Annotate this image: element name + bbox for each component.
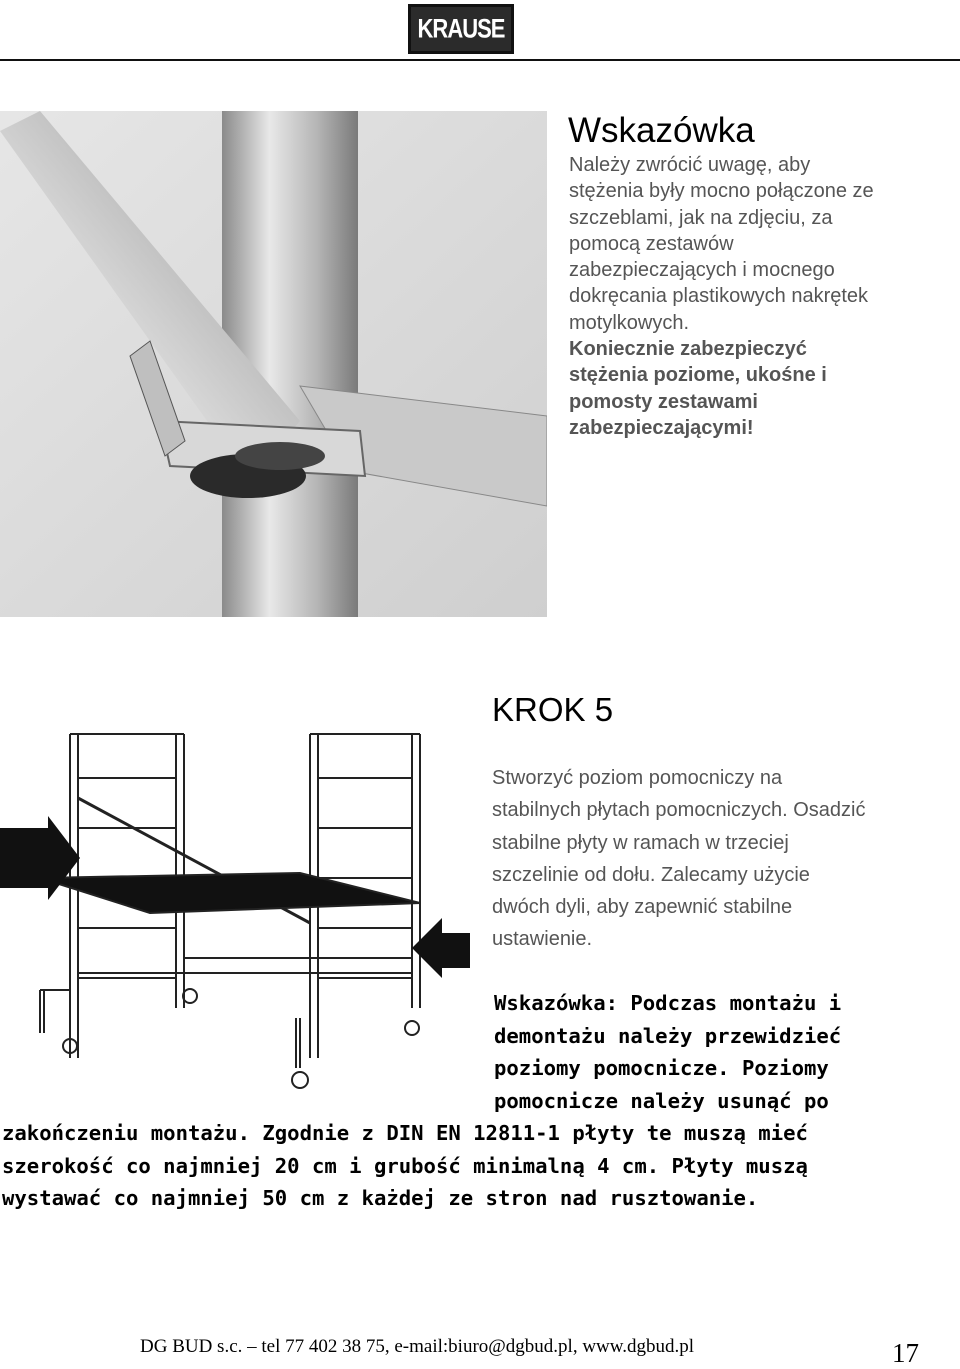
step-body [492, 762, 912, 956]
step-line: szczelinie od dołu. Zalecamy użycie [492, 863, 810, 886]
note-line: Wskazówka: Podczas montażu i [494, 991, 842, 1015]
caster-wheel [405, 1021, 419, 1035]
page-number: 17 [892, 1338, 919, 1368]
step-title: KROK 5 [492, 691, 614, 728]
caster-wheel [183, 989, 197, 1003]
header-divider [0, 59, 960, 61]
step-line: stabilnych płytach pomocniczych. Osadzić [492, 799, 866, 822]
hint-body [569, 152, 949, 441]
step-line: Stworzyć poziom pomocniczy na [492, 767, 783, 789]
hint-line: szczeblami, jak na zdjęciu, za [569, 206, 833, 229]
hint-line: zabezpieczających i mocnego [569, 259, 835, 282]
krause-logo [408, 4, 514, 54]
hint-warning-line: pomosty zestawami [569, 390, 758, 413]
note-line: szerokość co najmniej 20 cm i grubość minimalną 4 cm. Płyty muszą [2, 1153, 808, 1178]
caster-wheel [292, 1072, 308, 1088]
step-line: stabilne płyty w ramach w trzeciej [492, 831, 789, 854]
note-line: pomocnicze należy usunąć po [494, 1088, 829, 1113]
hint-warning-line: zabezpieczającymi! [569, 416, 754, 439]
footer-contact: DG BUD s.c. – tel 77 402 38 75, e-mail:biuro@dgbud.pl, www.dgbud.pl [140, 1336, 695, 1357]
note-line: demontażu należy przewidzieć [494, 1023, 842, 1048]
scaffold-diagram [0, 728, 470, 1108]
step-line: dwóch dyli, aby zapewnić stabilne [492, 896, 793, 919]
hint-warning-line: stężenia poziome, ukośne i [569, 364, 827, 387]
scaffold-brace-clamp-photo [0, 111, 547, 617]
hint-line: stężenia były mocno połączone ze [569, 180, 874, 203]
hint-warning-line: Koniecznie zabezpieczyć [569, 338, 807, 361]
hint-line: dokręcania plastikowych nakrętek [569, 285, 869, 308]
note-block-full [2, 1117, 808, 1215]
hint-line: motylkowych. [569, 311, 690, 334]
note-line: wystawać co najmniej 50 cm z każdej ze stron nad rusztowanie. [2, 1186, 759, 1211]
note-block-right [494, 987, 841, 1117]
hint-line: Należy zwrócić uwagę, aby [569, 154, 811, 176]
hint-title: Wskazówka [568, 111, 755, 150]
logo-text: KRAUSE [417, 13, 505, 44]
step-line: ustawienie. [492, 928, 593, 951]
note-line: poziomy pomocnicze. Poziomy [494, 1056, 829, 1081]
hint-line: pomocą zestawów [569, 232, 734, 255]
note-line: zakończeniu montażu. Zgodnie z DIN EN 12811-1 płyty te muszą mieć [2, 1121, 808, 1145]
